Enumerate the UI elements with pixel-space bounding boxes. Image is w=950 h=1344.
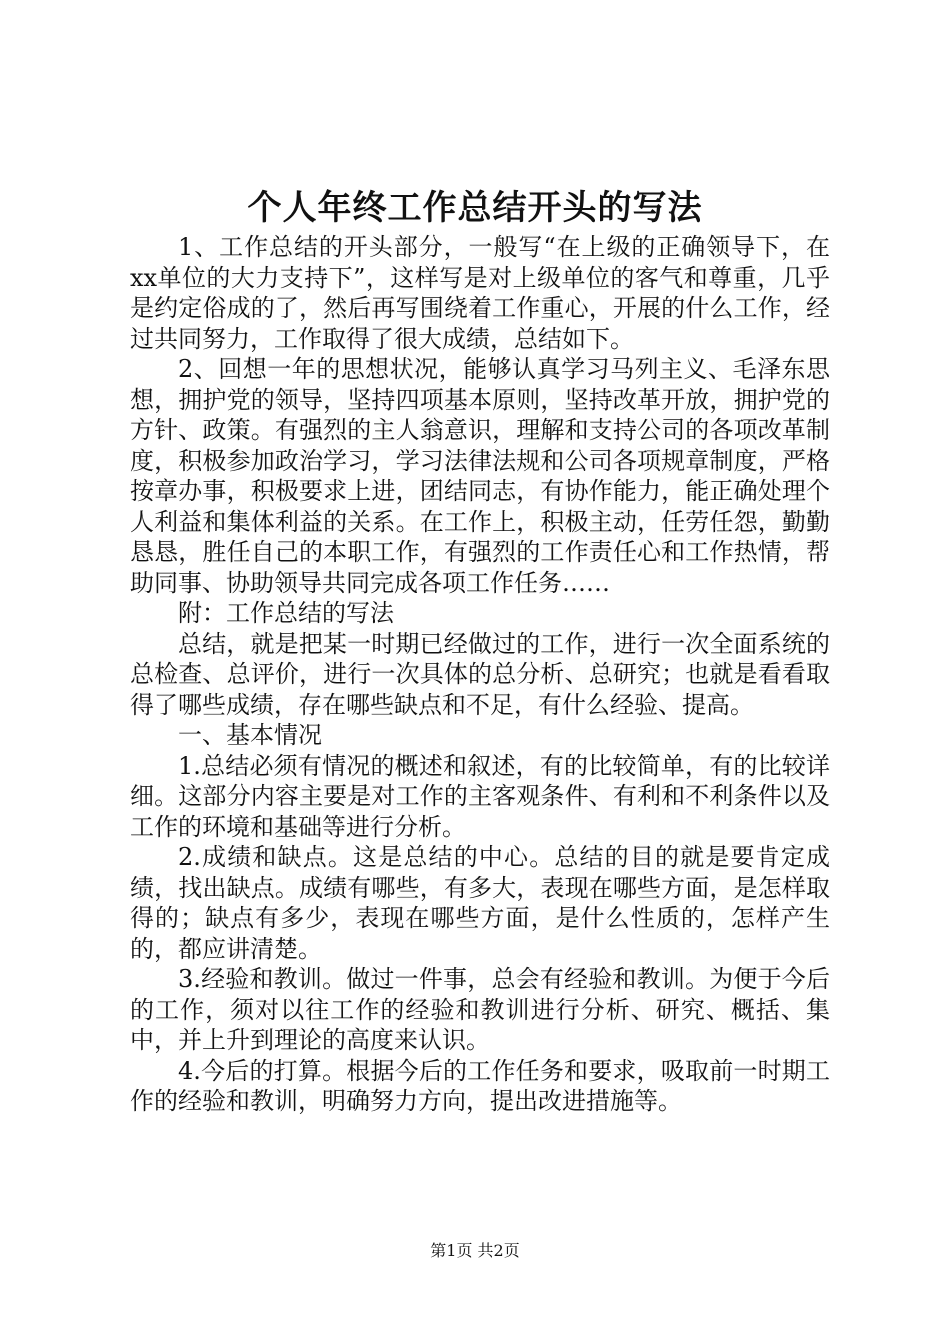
page-number-footer: 第1页 共2页 [430,1241,520,1260]
appendix-heading: 附：工作总结的写法 [178,599,394,627]
section-heading-basic-situation: 一、基本情况 [178,721,322,749]
paragraph-summary-definition: 总结，就是把某一时期已经做过的工作，进行一次全面系统的总检查、总评价，进行一次具体的总分析、总研究；也就是看看取得了哪些成绩，存在哪些缺点和不足，有什么经验、提高。 [130,629,830,719]
paragraph-opening-part: 1、工作总结的开头部分，一般写“在上级的正确领导下，在xx单位的大力支持下”，这样写是对上级单位的客气和尊重，几乎是约定俗成的了，然后再写围绕着工作重心，开展的什么工作，经过共同努力，工作取得了很大成绩，总结如下。 [130,233,830,353]
list-item-future-plans: 4.今后的打算。根据今后的工作任务和要求，吸取前一时期工作的经验和教训，明确努力方向，提出改进措施等。 [130,1056,830,1115]
list-item-lessons: 3.经验和教训。做过一件事，总会有经验和教训。为便于今后的工作，须对以往工作的经验和教训进行分析、研究、概括、集中，并上升到理论的高度来认识。 [130,965,830,1054]
document-body [130,232,830,1117]
page-title: 个人年终工作总结开头的写法 [247,188,703,228]
paragraph-reflection: 2、回想一年的思想状况，能够认真学习马列主义、毛泽东思想，拥护党的领导，坚持四项基本原则，坚持改革开放，拥护党的方针、政策。有强烈的主人翁意识，理解和支持公司的各项改革制度，积极参加政治学习，学习法律法规和公司各项规章制度，严格按章办事，积极要求上进，团结同志，有协作能力，能正确处理个人利益和集体利益的关系。在工作上，积极主动，任劳任怨，勤勤恳恳，胜任自己的本职工作，有强烈的工作责任心和工作热情，帮助同事、协助领导共同完成各项工作任务…… [130,355,830,597]
list-item-achievements: 2.成绩和缺点。这是总结的中心。总结的目的就是要肯定成绩，找出缺点。成绩有哪些，有多大，表现在哪些方面，是怎样取得的；缺点有多少，表现在哪些方面，是什么性质的，怎样产生的，都应讲清楚。 [130,843,830,963]
list-item-overview: 1.总结必须有情况的概述和叙述，有的比较简单，有的比较详细。这部分内容主要是对工作的主客观条件、有利和不利条件以及工作的环境和基础等进行分析。 [130,751,830,841]
